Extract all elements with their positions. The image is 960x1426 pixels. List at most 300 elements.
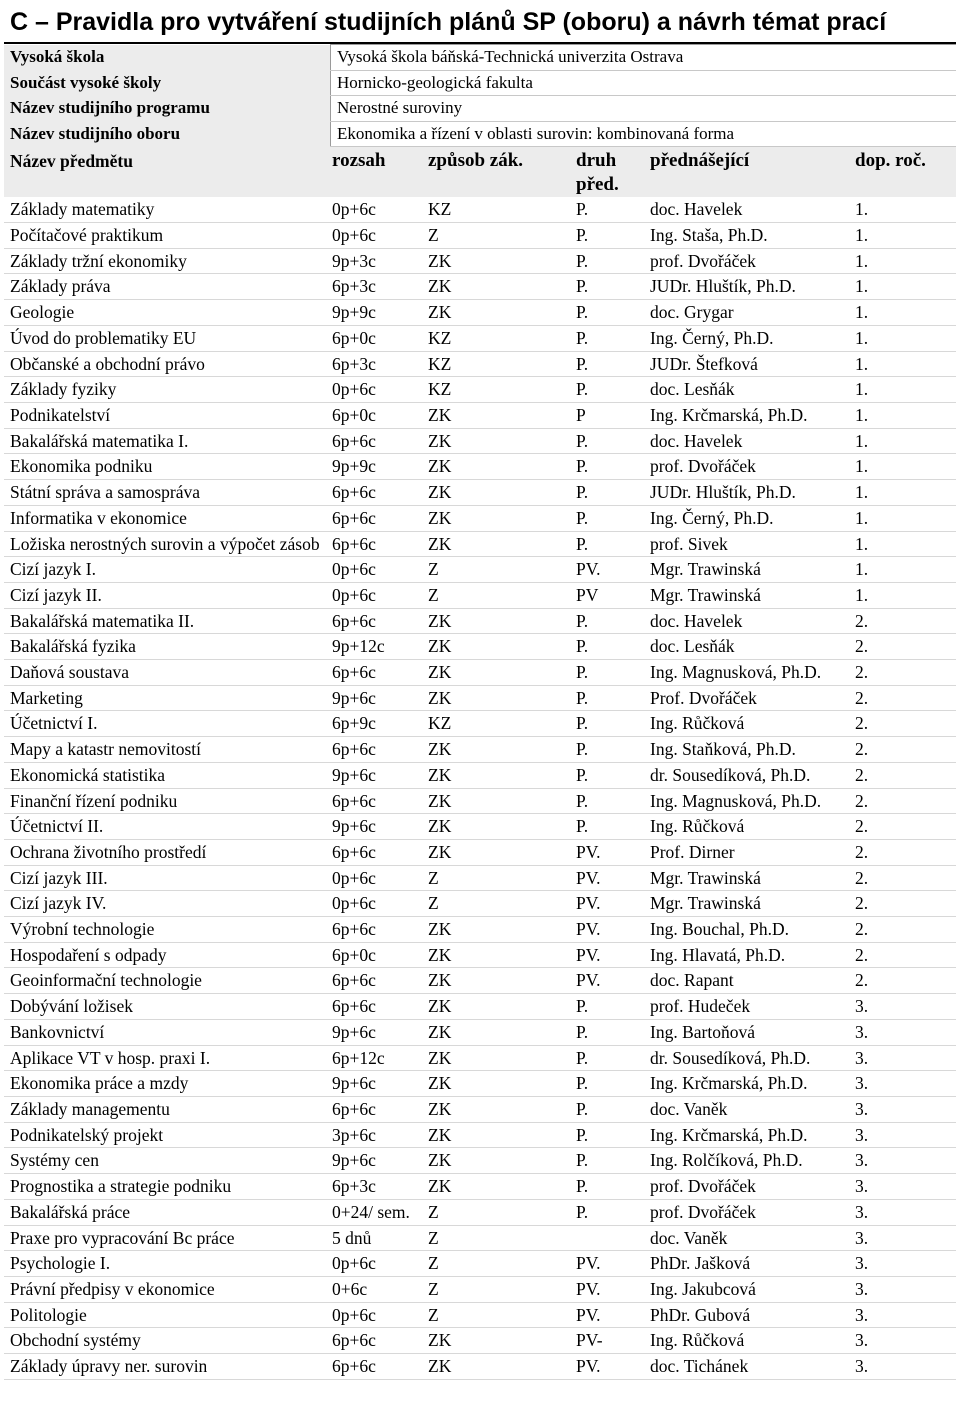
- course-name: Cizí jazyk IV.: [4, 891, 326, 917]
- course-name: Prognostika a strategie podniku: [4, 1174, 326, 1200]
- course-year: 3.: [849, 1302, 956, 1328]
- table-row: [4, 994, 956, 1020]
- course-scope: 0+6c: [326, 1276, 422, 1302]
- course-completion: ZK: [422, 968, 570, 994]
- course-scope: 6p+0c: [326, 403, 422, 429]
- course-completion: ZK: [422, 1019, 570, 1045]
- course-year: 1.: [849, 300, 956, 326]
- course-type: P.: [570, 300, 644, 326]
- course-scope: 9p+12c: [326, 634, 422, 660]
- table-row: [4, 274, 956, 300]
- course-completion: Z: [422, 557, 570, 583]
- course-completion: ZK: [422, 814, 570, 840]
- course-completion: KZ: [422, 711, 570, 737]
- table-row: [4, 428, 956, 454]
- course-year: 2.: [849, 814, 956, 840]
- course-type: P.: [570, 711, 644, 737]
- course-year: 3.: [849, 1122, 956, 1148]
- course-year: 2.: [849, 968, 956, 994]
- course-name: Základy úpravy ner. surovin: [4, 1354, 326, 1380]
- course-completion: ZK: [422, 839, 570, 865]
- table-row: [4, 711, 956, 737]
- table-row: [4, 685, 956, 711]
- course-type: PV.: [570, 1276, 644, 1302]
- course-completion: ZK: [422, 1122, 570, 1148]
- column-header-completion: způsob zák.: [422, 147, 570, 197]
- course-completion: ZK: [422, 300, 570, 326]
- course-year: 1.: [849, 223, 956, 249]
- course-name: Bankovnictví: [4, 1019, 326, 1045]
- table-row: [4, 762, 956, 788]
- course-completion: ZK: [422, 1328, 570, 1354]
- course-scope: 9p+6c: [326, 1019, 422, 1045]
- course-lecturer: Mgr. Trawinská: [644, 557, 849, 583]
- course-type: PV.: [570, 1302, 644, 1328]
- course-year: 3.: [849, 1276, 956, 1302]
- course-lecturer: JUDr. Štefková: [644, 351, 849, 377]
- table-row: [4, 351, 956, 377]
- course-name: Cizí jazyk II.: [4, 582, 326, 608]
- course-year: 3.: [849, 1071, 956, 1097]
- info-value: Nerostné suroviny: [331, 96, 957, 122]
- course-name: Právní předpisy v ekonomice: [4, 1276, 326, 1302]
- course-year: 2.: [849, 839, 956, 865]
- course-lecturer: JUDr. Hluštík, Ph.D.: [644, 480, 849, 506]
- info-label: Název studijního programu: [4, 96, 331, 122]
- course-lecturer: prof. Sivek: [644, 531, 849, 557]
- course-type: PV.: [570, 1251, 644, 1277]
- course-scope: 5 dnů: [326, 1225, 422, 1251]
- course-name: Psychologie I.: [4, 1251, 326, 1277]
- course-completion: ZK: [422, 685, 570, 711]
- course-lecturer: Prof. Dirner: [644, 839, 849, 865]
- course-name: Marketing: [4, 685, 326, 711]
- course-name: Bakalářská práce: [4, 1199, 326, 1225]
- course-scope: 6p+0c: [326, 325, 422, 351]
- course-scope: 9p+6c: [326, 685, 422, 711]
- course-lecturer: Ing. Magnusková, Ph.D.: [644, 788, 849, 814]
- course-lecturer: Ing. Rolčíková, Ph.D.: [644, 1148, 849, 1174]
- course-lecturer: Ing. Hlavatá, Ph.D.: [644, 942, 849, 968]
- course-name: Obchodní systémy: [4, 1328, 326, 1354]
- course-scope: 9p+6c: [326, 762, 422, 788]
- course-scope: 6p+0c: [326, 942, 422, 968]
- course-completion: Z: [422, 1225, 570, 1251]
- course-name: Základy managementu: [4, 1096, 326, 1122]
- course-type: P.: [570, 737, 644, 763]
- course-year: 2.: [849, 891, 956, 917]
- course-lecturer: doc. Tichánek: [644, 1354, 849, 1380]
- course-type: P.: [570, 788, 644, 814]
- course-type: P.: [570, 608, 644, 634]
- course-year: 1.: [849, 480, 956, 506]
- course-completion: ZK: [422, 248, 570, 274]
- course-type: P.: [570, 1096, 644, 1122]
- course-lecturer: prof. Dvořáček: [644, 248, 849, 274]
- course-year: 2.: [849, 917, 956, 943]
- course-lecturer: dr. Sousedíková, Ph.D.: [644, 762, 849, 788]
- course-lecturer: doc. Vaněk: [644, 1225, 849, 1251]
- table-row: [4, 197, 956, 222]
- course-scope: 0p+6c: [326, 865, 422, 891]
- course-year: 1.: [849, 428, 956, 454]
- course-lecturer: prof. Dvořáček: [644, 1199, 849, 1225]
- course-type: P.: [570, 480, 644, 506]
- column-header-subject: Název předmětu: [4, 147, 326, 197]
- course-type: PV.: [570, 839, 644, 865]
- course-year: 3.: [849, 1148, 956, 1174]
- course-lecturer: Ing. Bartoňová: [644, 1019, 849, 1045]
- table-row: [4, 1354, 956, 1380]
- course-scope: 6p+6c: [326, 608, 422, 634]
- course-scope: 0p+6c: [326, 582, 422, 608]
- table-row: [4, 248, 956, 274]
- table-row: [4, 839, 956, 865]
- course-lecturer: doc. Rapant: [644, 968, 849, 994]
- course-year: 1.: [849, 505, 956, 531]
- table-row: [4, 891, 956, 917]
- table-row: [4, 377, 956, 403]
- course-completion: ZK: [422, 480, 570, 506]
- course-year: 2.: [849, 762, 956, 788]
- course-name: Podnikatelský projekt: [4, 1122, 326, 1148]
- course-type: P.: [570, 454, 644, 480]
- course-completion: Z: [422, 1199, 570, 1225]
- course-lecturer: prof. Hudeček: [644, 994, 849, 1020]
- course-name: Ekonomika podniku: [4, 454, 326, 480]
- course-type: PV.: [570, 557, 644, 583]
- course-scope: 6p+12c: [326, 1045, 422, 1071]
- course-lecturer: doc. Havelek: [644, 428, 849, 454]
- course-lecturer: Ing. Růčková: [644, 1328, 849, 1354]
- info-value: Ekonomika a řízení v oblasti surovin: kombinovaná forma: [331, 121, 957, 147]
- course-type: P.: [570, 325, 644, 351]
- course-completion: ZK: [422, 454, 570, 480]
- course-type: PV.: [570, 1354, 644, 1380]
- course-name: Systémy cen: [4, 1148, 326, 1174]
- course-type: P.: [570, 351, 644, 377]
- course-name: Ekonomická statistika: [4, 762, 326, 788]
- course-name: Geologie: [4, 300, 326, 326]
- course-scope: 0p+6c: [326, 197, 422, 222]
- course-year: 2.: [849, 711, 956, 737]
- course-lecturer: doc. Lesňák: [644, 634, 849, 660]
- course-completion: ZK: [422, 660, 570, 686]
- info-value: Hornicko-geologická fakulta: [331, 70, 957, 96]
- course-type: P.: [570, 531, 644, 557]
- column-header-type: druh před.: [570, 147, 644, 197]
- table-row: [4, 454, 956, 480]
- course-name: Bakalářská matematika II.: [4, 608, 326, 634]
- table-row: [4, 1276, 956, 1302]
- course-scope: 0p+6c: [326, 557, 422, 583]
- course-type: [570, 1225, 644, 1251]
- table-row: [4, 942, 956, 968]
- course-lecturer: prof. Dvořáček: [644, 1174, 849, 1200]
- table-row: [4, 968, 956, 994]
- course-lecturer: doc. Havelek: [644, 197, 849, 222]
- course-completion: KZ: [422, 325, 570, 351]
- course-type: P.: [570, 1045, 644, 1071]
- course-scope: 6p+6c: [326, 968, 422, 994]
- course-name: Bakalářská matematika I.: [4, 428, 326, 454]
- course-lecturer: doc. Lesňák: [644, 377, 849, 403]
- table-row: [4, 814, 956, 840]
- course-lecturer: Ing. Růčková: [644, 814, 849, 840]
- course-type: P.: [570, 428, 644, 454]
- table-row: [4, 788, 956, 814]
- table-row: [4, 1199, 956, 1225]
- course-scope: 6p+6c: [326, 1354, 422, 1380]
- course-year: 2.: [849, 634, 956, 660]
- courses-table: [4, 147, 956, 1379]
- course-year: 3.: [849, 1096, 956, 1122]
- course-year: 1.: [849, 325, 956, 351]
- course-type: PV.: [570, 942, 644, 968]
- course-completion: ZK: [422, 505, 570, 531]
- course-type: P.: [570, 762, 644, 788]
- course-name: Daňová soustava: [4, 660, 326, 686]
- course-name: Základy matematiky: [4, 197, 326, 222]
- table-row: [4, 1148, 956, 1174]
- course-completion: Z: [422, 1276, 570, 1302]
- course-completion: ZK: [422, 1096, 570, 1122]
- course-name: Účetnictví II.: [4, 814, 326, 840]
- course-year: 3.: [849, 1251, 956, 1277]
- course-year: 3.: [849, 1174, 956, 1200]
- course-year: 1.: [849, 531, 956, 557]
- course-type: P.: [570, 1174, 644, 1200]
- course-year: 3.: [849, 994, 956, 1020]
- course-completion: ZK: [422, 634, 570, 660]
- table-row: [4, 608, 956, 634]
- course-completion: ZK: [422, 762, 570, 788]
- course-type: P.: [570, 274, 644, 300]
- course-lecturer: Ing. Staša, Ph.D.: [644, 223, 849, 249]
- table-row: [4, 1302, 956, 1328]
- course-completion: ZK: [422, 1174, 570, 1200]
- course-name: Občanské a obchodní právo: [4, 351, 326, 377]
- course-year: 2.: [849, 685, 956, 711]
- course-scope: 6p+6c: [326, 480, 422, 506]
- course-name: Aplikace VT v hosp. praxi I.: [4, 1045, 326, 1071]
- table-row: [4, 531, 956, 557]
- course-lecturer: prof. Dvořáček: [644, 454, 849, 480]
- course-lecturer: Ing. Jakubcová: [644, 1276, 849, 1302]
- course-completion: ZK: [422, 917, 570, 943]
- column-header-lecturer: přednášející: [644, 147, 849, 197]
- course-completion: ZK: [422, 1354, 570, 1380]
- course-name: Informatika v ekonomice: [4, 505, 326, 531]
- course-completion: ZK: [422, 737, 570, 763]
- course-scope: 6p+6c: [326, 428, 422, 454]
- course-scope: 0p+6c: [326, 891, 422, 917]
- course-completion: ZK: [422, 428, 570, 454]
- course-name: Základy fyziky: [4, 377, 326, 403]
- info-row: [4, 121, 956, 147]
- course-scope: 9p+9c: [326, 454, 422, 480]
- course-lecturer: PhDr. Jašková: [644, 1251, 849, 1277]
- course-year: 2.: [849, 942, 956, 968]
- course-year: 2.: [849, 865, 956, 891]
- courses-header-row: [4, 147, 956, 197]
- course-lecturer: PhDr. Gubová: [644, 1302, 849, 1328]
- course-scope: 6p+3c: [326, 1174, 422, 1200]
- column-header-year: dop. roč.: [849, 147, 956, 197]
- course-scope: 3p+6c: [326, 1122, 422, 1148]
- course-lecturer: Mgr. Trawinská: [644, 582, 849, 608]
- course-type: P.: [570, 660, 644, 686]
- course-year: 3.: [849, 1019, 956, 1045]
- course-lecturer: dr. Sousedíková, Ph.D.: [644, 1045, 849, 1071]
- table-row: [4, 505, 956, 531]
- course-name: Ochrana životního prostředí: [4, 839, 326, 865]
- course-name: Základy práva: [4, 274, 326, 300]
- course-type: PV.: [570, 865, 644, 891]
- course-scope: 6p+6c: [326, 788, 422, 814]
- course-type: PV: [570, 582, 644, 608]
- course-completion: ZK: [422, 274, 570, 300]
- course-type: P.: [570, 223, 644, 249]
- course-scope: 0+24/ sem.: [326, 1199, 422, 1225]
- table-row: [4, 1071, 956, 1097]
- info-label: Vysoká škola: [4, 45, 331, 71]
- course-year: 3.: [849, 1225, 956, 1251]
- course-scope: 6p+6c: [326, 737, 422, 763]
- course-scope: 9p+6c: [326, 1071, 422, 1097]
- course-type: P.: [570, 994, 644, 1020]
- info-row: [4, 45, 956, 71]
- course-name: Praxe pro vypracování Bc práce: [4, 1225, 326, 1251]
- course-lecturer: Ing. Růčková: [644, 711, 849, 737]
- course-lecturer: Ing. Bouchal, Ph.D.: [644, 917, 849, 943]
- course-name: Počítačové praktikum: [4, 223, 326, 249]
- course-scope: 6p+6c: [326, 994, 422, 1020]
- table-row: [4, 1096, 956, 1122]
- course-lecturer: Prof. Dvořáček: [644, 685, 849, 711]
- course-completion: Z: [422, 891, 570, 917]
- course-scope: 9p+3c: [326, 248, 422, 274]
- course-year: 2.: [849, 660, 956, 686]
- course-completion: ZK: [422, 403, 570, 429]
- course-scope: 6p+6c: [326, 660, 422, 686]
- course-completion: Z: [422, 223, 570, 249]
- course-type: P.: [570, 1071, 644, 1097]
- info-row: [4, 70, 956, 96]
- table-row: [4, 865, 956, 891]
- course-type: P.: [570, 634, 644, 660]
- course-completion: Z: [422, 1251, 570, 1277]
- course-name: Ložiska nerostných surovin a výpočet zásob: [4, 531, 326, 557]
- course-name: Úvod do problematiky EU: [4, 325, 326, 351]
- course-completion: ZK: [422, 1148, 570, 1174]
- course-lecturer: Ing. Staňková, Ph.D.: [644, 737, 849, 763]
- course-completion: ZK: [422, 1071, 570, 1097]
- course-lecturer: doc. Havelek: [644, 608, 849, 634]
- course-scope: 0p+6c: [326, 1251, 422, 1277]
- course-type: P.: [570, 814, 644, 840]
- course-type: PV.: [570, 917, 644, 943]
- table-row: [4, 660, 956, 686]
- course-type: PV.: [570, 968, 644, 994]
- table-row: [4, 300, 956, 326]
- course-year: 1.: [849, 557, 956, 583]
- course-year: 3.: [849, 1199, 956, 1225]
- course-name: Podnikatelství: [4, 403, 326, 429]
- info-value: Vysoká škola báňská-Technická univerzita Ostrava: [331, 45, 957, 71]
- course-type: PV.: [570, 891, 644, 917]
- course-year: 3.: [849, 1354, 956, 1380]
- course-scope: 6p+6c: [326, 531, 422, 557]
- course-scope: 6p+3c: [326, 351, 422, 377]
- course-type: P: [570, 403, 644, 429]
- table-row: [4, 403, 956, 429]
- page-title: C – Pravidla pro vytváření studijních plánů SP (oboru) a návrh témat prací: [4, 6, 956, 44]
- course-lecturer: doc. Grygar: [644, 300, 849, 326]
- table-row: [4, 1328, 956, 1354]
- course-completion: ZK: [422, 994, 570, 1020]
- course-lecturer: Ing. Magnusková, Ph.D.: [644, 660, 849, 686]
- course-scope: 6p+6c: [326, 1328, 422, 1354]
- course-lecturer: doc. Vaněk: [644, 1096, 849, 1122]
- course-scope: 6p+6c: [326, 505, 422, 531]
- course-completion: ZK: [422, 1045, 570, 1071]
- course-year: 2.: [849, 608, 956, 634]
- course-completion: ZK: [422, 608, 570, 634]
- course-lecturer: Ing. Krčmarská, Ph.D.: [644, 1122, 849, 1148]
- course-year: 1.: [849, 454, 956, 480]
- course-name: Státní správa a samospráva: [4, 480, 326, 506]
- school-info-table: [4, 44, 956, 147]
- course-completion: KZ: [422, 377, 570, 403]
- course-type: P.: [570, 197, 644, 222]
- course-name: Cizí jazyk III.: [4, 865, 326, 891]
- course-type: P.: [570, 1019, 644, 1045]
- course-completion: Z: [422, 865, 570, 891]
- course-lecturer: Ing. Černý, Ph.D.: [644, 325, 849, 351]
- course-name: Ekonomika práce a mzdy: [4, 1071, 326, 1097]
- course-lecturer: Ing. Krčmarská, Ph.D.: [644, 1071, 849, 1097]
- table-row: [4, 480, 956, 506]
- course-lecturer: Mgr. Trawinská: [644, 891, 849, 917]
- course-scope: 9p+9c: [326, 300, 422, 326]
- course-scope: 6p+6c: [326, 1096, 422, 1122]
- course-name: Základy tržní ekonomiky: [4, 248, 326, 274]
- course-scope: 9p+6c: [326, 814, 422, 840]
- course-year: 1.: [849, 351, 956, 377]
- info-label: Název studijního oboru: [4, 121, 331, 147]
- table-row: [4, 1122, 956, 1148]
- table-row: [4, 1045, 956, 1071]
- course-type: P.: [570, 248, 644, 274]
- course-name: Cizí jazyk I.: [4, 557, 326, 583]
- table-row: [4, 1019, 956, 1045]
- course-completion: Z: [422, 582, 570, 608]
- course-lecturer: Mgr. Trawinská: [644, 865, 849, 891]
- course-name: Geoinformační technologie: [4, 968, 326, 994]
- table-row: [4, 634, 956, 660]
- course-scope: 0p+6c: [326, 223, 422, 249]
- course-year: 1.: [849, 377, 956, 403]
- course-name: Finanční řízení podniku: [4, 788, 326, 814]
- course-lecturer: Ing. Černý, Ph.D.: [644, 505, 849, 531]
- course-year: 2.: [849, 737, 956, 763]
- course-name: Hospodaření s odpady: [4, 942, 326, 968]
- course-type: P.: [570, 505, 644, 531]
- course-completion: ZK: [422, 788, 570, 814]
- course-year: 2.: [849, 788, 956, 814]
- course-scope: 0p+6c: [326, 377, 422, 403]
